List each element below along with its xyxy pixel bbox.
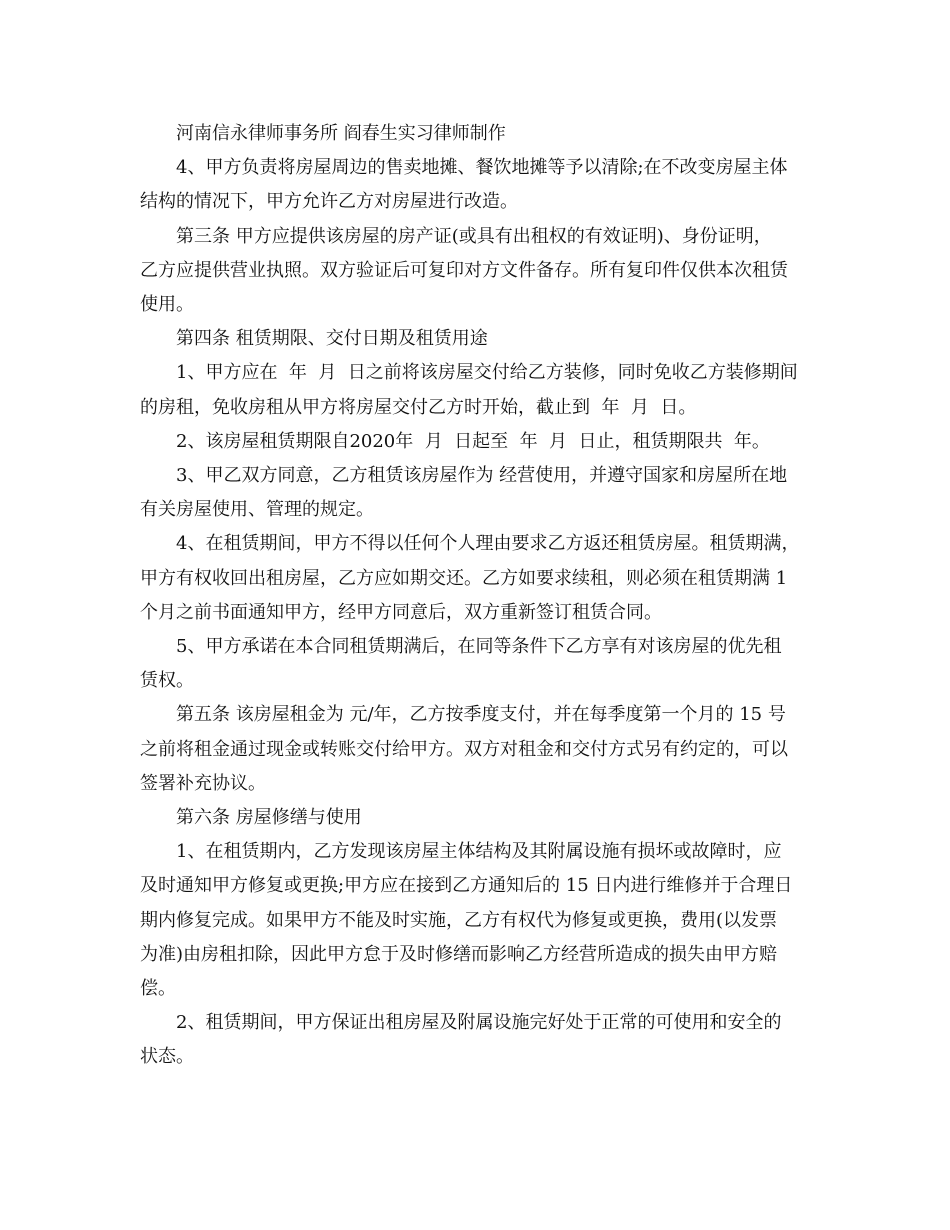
text-line: 状态。 <box>140 1046 194 1068</box>
document-header: 河南信永律师事务所 阎春生实习律师制作 <box>176 123 506 144</box>
text-line: 4、在租赁期间，甲方不得以任何个人理由要求乙方返还租赁房屋。租赁期满， <box>176 533 800 555</box>
text-line: 期内修复完成。如果甲方不能及时实施，乙方有权代为修复或更换，费用(以发票 <box>140 909 778 931</box>
text-line: 乙方应提供营业执照。双方验证后可复印对方文件备存。所有复印件仅供本次租赁 <box>140 259 788 281</box>
text-line: 1、在租赁期内，乙方发现该房屋主体结构及其附属设施有损坏或故障时，应 <box>176 841 782 863</box>
text-line: 及时通知甲方修复或更换;甲方应在接到乙方通知后的 15 日内进行维修并于合理日 <box>140 875 793 897</box>
text-line: 赁权。 <box>140 670 194 692</box>
text-line: 使用。 <box>140 294 194 316</box>
text-line: 偿。 <box>140 978 176 1000</box>
section-heading: 第六条 房屋修缮与使用 <box>176 807 362 829</box>
text-line: 之前将租金通过现金或转账交付给甲方。双方对租金和交付方式另有约定的，可以 <box>140 738 788 760</box>
text-line: 2、该房屋租赁期限自2020年 月 日起至 年 月 日止，租赁期限共 年。 <box>176 430 770 452</box>
text-line: 的房租，免收房租从甲方将房屋交付乙方时开始，截止到 年 月 日。 <box>140 396 697 418</box>
text-line: 甲方有权收回出租房屋，乙方应如期交还。乙方如要求续租，则必须在租赁期满 1 <box>140 567 788 589</box>
text-line: 4、甲方负责将房屋周边的售卖地摊、餐饮地摊等予以清除;在不改变房屋主体 <box>176 157 788 179</box>
text-line: 个月之前书面通知甲方，经甲方同意后，双方重新签订租赁合同。 <box>140 601 662 623</box>
text-line: 2、租赁期间，甲方保证出租房屋及附属设施完好处于正常的可使用和安全的 <box>176 1012 782 1034</box>
text-line: 5、甲方承诺在本合同租赁期满后，在同等条件下乙方享有对该房屋的优先租 <box>176 636 782 658</box>
section-heading: 第四条 租赁期限、交付日期及租赁用途 <box>176 328 488 350</box>
text-line: 第五条 该房屋租金为 元/年，乙方按季度支付，并在每季度第一个月的 15 号 <box>176 704 786 726</box>
text-line: 有关房屋使用、管理的规定。 <box>140 499 374 521</box>
text-line: 3、甲乙双方同意，乙方租赁该房屋作为 经营使用，并遵守国家和房屋所在地 <box>176 465 788 487</box>
text-line: 第三条 甲方应提供该房屋的房产证(或具有出租权的有效证明)、身份证明， <box>176 225 772 247</box>
text-line: 1、甲方应在 年 月 日之前将该房屋交付给乙方装修，同时免收乙方装修期间 <box>176 362 798 384</box>
text-line: 签署补充协议。 <box>140 772 266 794</box>
text-line: 为准)由房租扣除，因此甲方怠于及时修缮而影响乙方经营所造成的损失由甲方赔 <box>140 943 778 965</box>
text-line: 结构的情况下，甲方允许乙方对房屋进行改造。 <box>140 191 518 213</box>
